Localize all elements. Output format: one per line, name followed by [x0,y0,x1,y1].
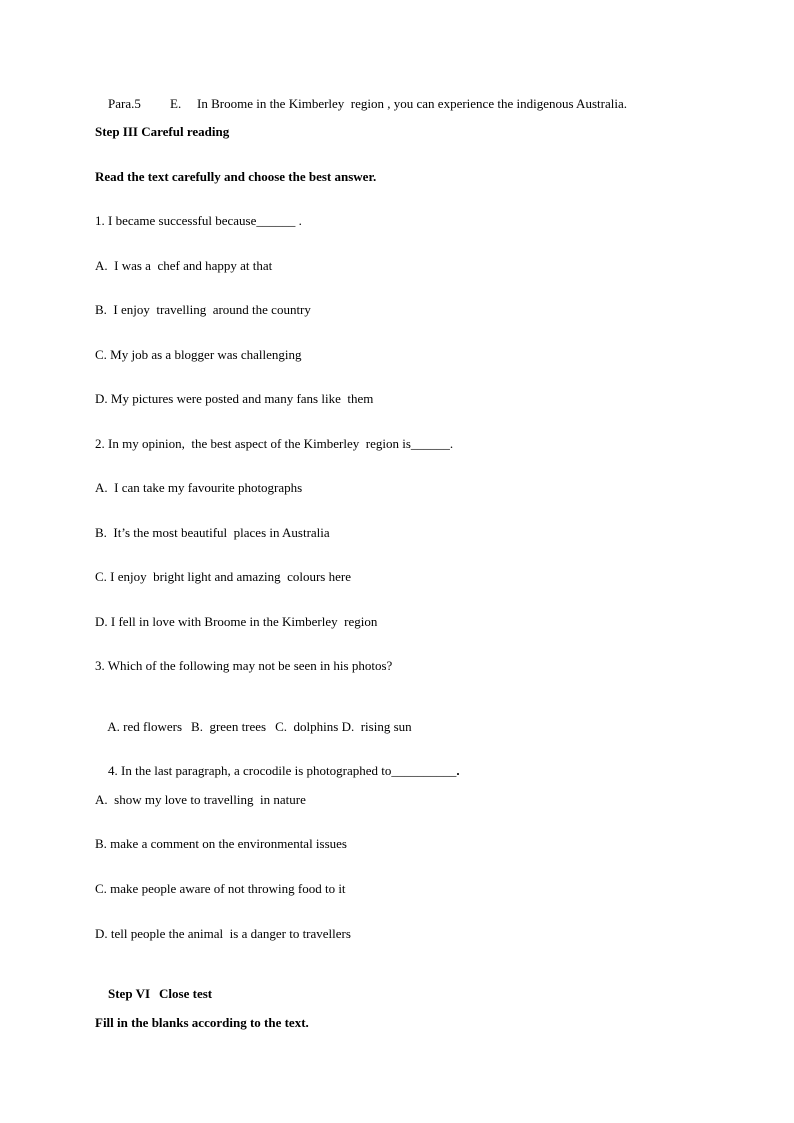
question-2-option-d: D. I fell in love with Broome in the Kimberley region [95,614,378,629]
step6-instruction: Fill in the blanks according to the text. [95,1015,309,1030]
question-2-stem: 2. In my opinion, the best aspect of the Kimberley region is______. [95,436,454,451]
question-1-option-b: B. I enjoy travelling around the country [95,302,311,317]
question-4-option-b: B. make a comment on the environmental issues [95,836,347,851]
question-3-option-a: A. red flowers [107,719,183,734]
question-2-option-c: C. I enjoy bright light and amazing colours here [95,569,351,584]
question-1-option-a: A. I was a chef and happy at that [95,258,273,273]
step6-heading [95,970,212,1018]
question-4-stem: 4. In the last paragraph, a crocodile is photographed to__________ [108,763,457,778]
step3-heading: Step III Careful reading [95,124,230,139]
para-option-text: In Broome in the Kimberley region , you can experience the indigenous Australia. [197,96,627,111]
question-1-option-d: D. My pictures were posted and many fans like them [95,391,374,406]
question-4-option-a: A. show my love to travelling in nature [95,792,306,807]
step3-instruction: Read the text carefully and choose the best answer. [95,169,377,184]
para-option-letter: E. [170,96,182,111]
question-4-option-d: D. tell people the animal is a danger to travellers [95,926,351,941]
question-4-option-c: C. make people aware of not throwing food to it [95,881,346,896]
question-3-option-b: B. green trees [191,719,267,734]
step6-heading-title: Close test [159,986,213,1001]
para-label: Para.5 [108,96,141,111]
question-3-option-c-d: C. dolphins D. rising sun [275,719,412,734]
step6-heading-step: Step VI [108,986,151,1001]
question-2-option-a: A. I can take my favourite photographs [95,480,303,495]
para-match-row [95,80,627,128]
question-1-stem: 1. I became successful because______ . [95,213,302,228]
question-3-options-row [95,703,412,751]
question-3-stem: 3. Which of the following may not be seen in his photos? [95,658,393,673]
question-4-stem-end: . [456,763,460,778]
question-4-stem-row [95,747,460,795]
question-2-option-b: B. It’s the most beautiful places in Australia [95,525,330,540]
question-1-option-c: C. My job as a blogger was challenging [95,347,302,362]
